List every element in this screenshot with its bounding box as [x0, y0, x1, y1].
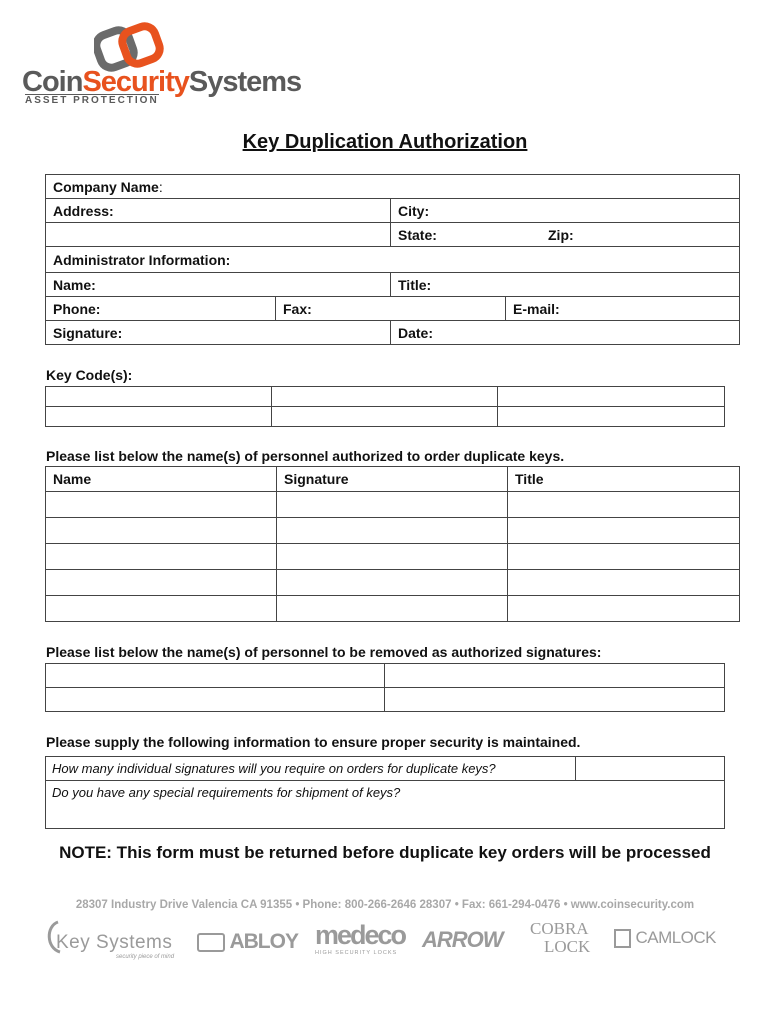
footer-contact-line: 28307 Industry Drive Valencia CA 91355 • Phone: 800-266-2646 28307 • Fax: 661-294-0476 • www.coinsecurity.com [75, 899, 695, 911]
company-name-colon: : [158, 178, 163, 195]
abloy-logo [197, 930, 298, 954]
date-label: Date: [398, 324, 434, 341]
company-logo [22, 22, 302, 106]
phone-label: Phone: [53, 300, 101, 317]
key-code-cell[interactable] [498, 387, 725, 407]
signature-cell[interactable] [277, 570, 508, 596]
signature-cell[interactable] [277, 544, 508, 570]
medeco-text: medeco [315, 920, 406, 950]
processing-note: NOTE: This form must be returned before duplicate key orders will be processed [59, 843, 711, 862]
column-header-signature: Signature [277, 467, 508, 492]
table-row [46, 596, 740, 622]
arrow-logo [422, 927, 503, 953]
removed-name-cell[interactable] [385, 664, 725, 688]
column-header-title: Title [508, 467, 740, 492]
authorized-table [45, 466, 740, 622]
brand-logos-row [44, 918, 724, 964]
arrow-text: ARROW [422, 927, 503, 952]
key-code-cell[interactable] [272, 387, 498, 407]
abloy-text: ABLOY [229, 930, 298, 953]
logo-text-systems: Systems [188, 66, 302, 98]
signature-cell[interactable] [277, 596, 508, 622]
company-name-field[interactable] [46, 175, 740, 199]
fax-field[interactable] [276, 297, 506, 321]
cobra-lock-logo [530, 920, 602, 956]
name-cell[interactable] [46, 570, 277, 596]
shipment-requirements-label: Do you have any special requirements for shipment of keys? [52, 785, 401, 801]
phone-field[interactable] [46, 297, 276, 321]
address-label: Address: [53, 202, 114, 219]
title-cell[interactable] [508, 544, 740, 570]
cobra-text: COBRA [530, 919, 589, 938]
table-row [46, 492, 740, 518]
zip-label: Zip: [548, 226, 574, 243]
logo-text-security: Security [82, 66, 189, 98]
table-row [46, 518, 740, 544]
email-label: E-mail: [513, 300, 560, 317]
fax-label: Fax: [283, 300, 312, 317]
title-cell[interactable] [508, 492, 740, 518]
state-label: State: [398, 226, 437, 243]
authorized-heading: Please list below the name(s) of personnel authorized to order duplicate keys. [46, 448, 565, 464]
signatures-required-question [46, 757, 576, 781]
table-row [46, 544, 740, 570]
page-title: Key Duplication Authorization [242, 131, 528, 153]
medeco-tagline: HIGH SECURITY LOCKS [315, 950, 398, 956]
logo-text-coin: Coin [22, 66, 83, 98]
column-header-name: Name [46, 467, 277, 492]
company-name-label: Company Name [53, 178, 159, 195]
signature-label: Signature: [53, 324, 123, 341]
security-heading: Please supply the following information to ensure proper security is maintained. [46, 734, 581, 750]
removed-name-cell[interactable] [46, 688, 385, 712]
admin-name-label: Name: [53, 276, 96, 293]
camlock-text: CAMLOCK [635, 928, 717, 947]
date-field[interactable] [391, 321, 740, 345]
signature-cell[interactable] [277, 492, 508, 518]
key-code-cell[interactable] [46, 387, 272, 407]
name-cell[interactable] [46, 492, 277, 518]
key-code-cell[interactable] [272, 407, 498, 427]
signatures-required-label: How many individual signatures will you require on orders for duplicate keys? [52, 761, 496, 776]
key-codes-table [45, 386, 725, 427]
name-cell[interactable] [46, 518, 277, 544]
keysystems-text: Key Systems [56, 932, 173, 953]
removed-name-cell[interactable] [385, 688, 725, 712]
logo-tagline: ASSET PROTECTION [25, 95, 159, 106]
lock-text: LOCK [544, 937, 591, 956]
admin-title-field[interactable] [391, 273, 740, 297]
name-cell[interactable] [46, 596, 277, 622]
key-code-cell[interactable] [46, 407, 272, 427]
city-field[interactable] [391, 199, 740, 223]
title-cell[interactable] [508, 596, 740, 622]
keysystems-tagline: security piece of mind [116, 954, 175, 960]
city-label: City: [398, 202, 430, 219]
signatures-required-answer[interactable] [576, 757, 725, 781]
admin-name-field[interactable] [46, 273, 391, 297]
abloy-badge-icon [197, 933, 225, 952]
shipment-requirements-field[interactable] [46, 781, 725, 805]
admin-title-label: Title: [398, 276, 432, 293]
security-table [45, 756, 725, 829]
admin-info-row [46, 247, 740, 273]
address-line-2-field[interactable] [46, 223, 391, 247]
title-cell[interactable] [508, 570, 740, 596]
email-field[interactable] [506, 297, 740, 321]
name-cell[interactable] [46, 544, 277, 570]
shipment-requirements-answer[interactable] [46, 805, 725, 829]
company-info-table [45, 174, 740, 345]
signature-cell[interactable] [277, 518, 508, 544]
key-code-cell[interactable] [498, 407, 725, 427]
removed-name-cell[interactable] [46, 664, 385, 688]
removed-table [45, 663, 725, 712]
title-cell[interactable] [508, 518, 740, 544]
signature-field[interactable] [46, 321, 391, 345]
keysystems-logo [44, 920, 194, 960]
camlock-badge-icon [614, 929, 631, 948]
address-field[interactable] [46, 199, 391, 223]
table-row [46, 570, 740, 596]
admin-info-label: Administrator Information: [53, 251, 231, 268]
medeco-logo [315, 920, 413, 956]
camlock-logo [614, 928, 716, 948]
removed-heading: Please list below the name(s) of personnel to be removed as authorized signatures: [46, 644, 602, 660]
state-zip-field[interactable] [391, 223, 740, 247]
key-codes-heading: Key Code(s): [46, 367, 133, 383]
